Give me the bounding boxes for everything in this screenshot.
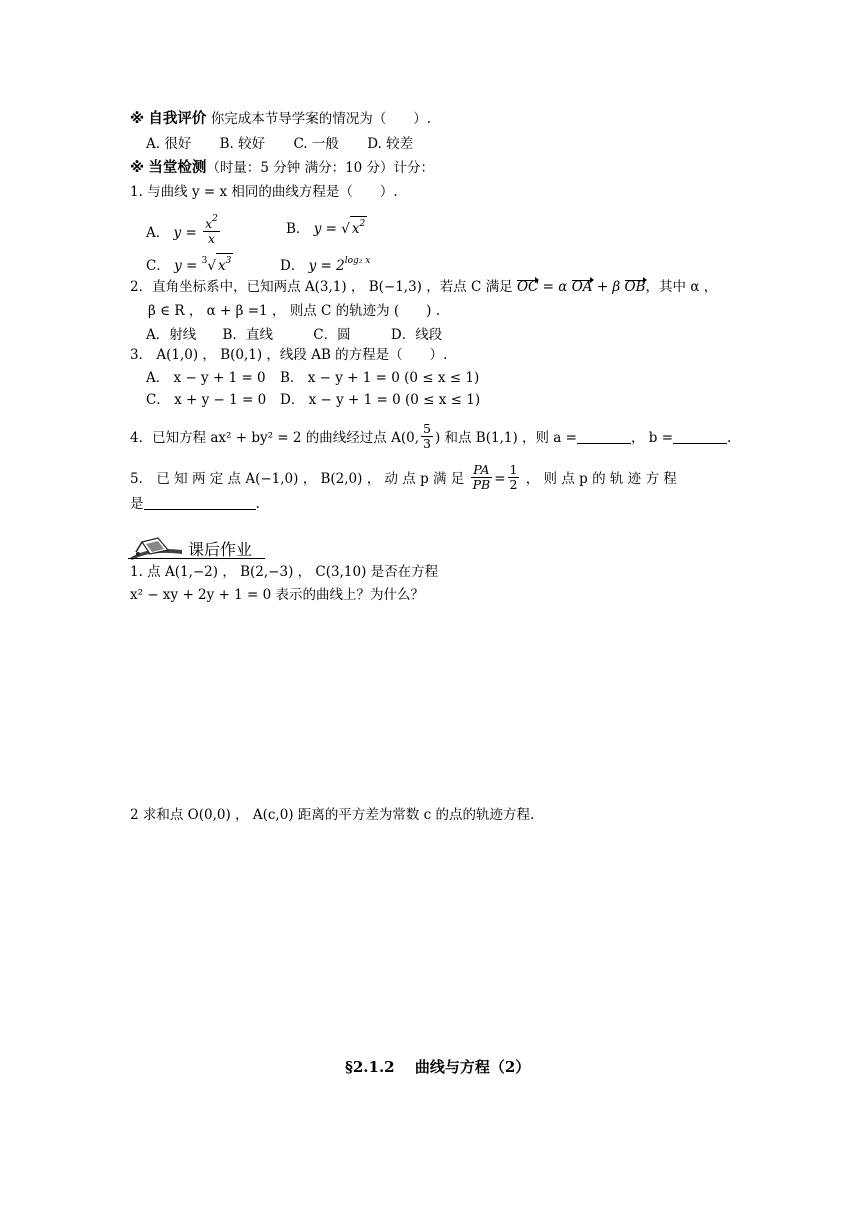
q5-frac1-den: PB: [472, 477, 491, 492]
check-heading-line: [130, 159, 434, 177]
q4-stem-d: .: [727, 430, 732, 446]
q1-d-expr: y = 2: [308, 258, 345, 274]
q1-a-label: A．: [146, 225, 170, 241]
q1-option-a: [146, 212, 222, 246]
homework-q1-line2: x² − xy + 2y + 1 = 0 表示的曲线上？为什么？: [130, 587, 425, 603]
q5-fraction-papb: [471, 463, 493, 492]
q1-a-fraction: $\frac{x^2}{x}$: [205, 214, 218, 246]
q1-stem: 1. 与曲线 y = x 相同的曲线方程是（ ）.: [130, 184, 398, 200]
q2-stem-b: ，其中 α ，: [645, 279, 718, 295]
q2-options: [146, 326, 442, 344]
q1-c-label: C．: [146, 258, 170, 274]
q1-d-label: D．: [280, 258, 305, 274]
q5-stem-c: 是: [130, 496, 144, 512]
q5-frac1-num: PA: [471, 463, 493, 478]
q3-option-a: A． x − y + 1 = 0: [146, 370, 266, 386]
section-title: §2.1.2 曲线与方程（2）: [345, 1058, 531, 1076]
q5-frac2-num: 1: [509, 462, 518, 477]
check-info: （时量：5 分钟 满分：10 分）计分：: [206, 160, 435, 176]
q3-option-c: C． x + y − 1 = 0: [146, 392, 267, 408]
q4-frac-num: 5: [423, 421, 431, 436]
self-eval-option-c: C. 一般: [293, 136, 339, 152]
q1-option-b: [286, 216, 367, 238]
q2-eq: = α: [542, 279, 568, 295]
q5-stem-b: ， 则 点 p 的 轨 迹 方 程: [525, 471, 677, 487]
check-heading: 当堂检测: [148, 160, 207, 176]
q1-option-c: [146, 252, 233, 275]
q2-plus: + β: [596, 279, 621, 295]
self-eval-question: 你完成本节导学案的情况为（ ）.: [210, 111, 431, 127]
homework-title: 课后作业: [188, 540, 253, 559]
q1-c-expr: y =: [174, 258, 198, 274]
q1-d-exponent: log₂ x: [344, 256, 371, 266]
q1-b-label: B．: [286, 221, 310, 237]
homework-q1-line1: 1. 点 A(1,−2) ， B(2,−3) ， C(3,10) 是否在方程: [130, 564, 439, 580]
homework-q2: 2 求和点 O(0,0) ， A(c,0) 距离的平方差为常数 c 的点的轨迹方程.: [130, 807, 535, 823]
q3-option-b: B． x − y + 1 = 0 (0 ≤ x ≤ 1): [280, 370, 480, 386]
q1-option-d: [280, 252, 370, 275]
q1-b-expr: y =: [313, 221, 337, 237]
q5-eq: =: [494, 471, 506, 487]
q5-line1: [130, 463, 677, 492]
q4-frac-den: 3: [423, 436, 431, 451]
q2-vector-oa: OA: [571, 279, 593, 295]
q4-fraction: [421, 422, 433, 451]
self-eval-heading: 自我评价: [148, 111, 207, 127]
self-eval-option-b: B. 较好: [219, 136, 266, 152]
q2-stem-line1: [130, 278, 717, 296]
q2-option-b: B．直线: [222, 327, 273, 343]
q5-stem-d: .: [255, 496, 260, 512]
q2-vector-ob: OB: [624, 279, 646, 295]
self-eval-line: [130, 110, 431, 128]
q2-vector-oc: OC: [516, 279, 539, 295]
q1-c-cbrt: $^3$√ $x^3$: [202, 258, 234, 274]
q4-stem-b: ) 和点 B(1,1) ，则 a =: [434, 430, 577, 446]
q5-fraction-half: [508, 463, 520, 492]
q2-option-d: D．线段: [390, 327, 443, 343]
q5-frac2-den: 2: [509, 477, 518, 492]
q2-option-a: A．射线: [146, 327, 197, 343]
q4-blank-b[interactable]: [673, 431, 727, 444]
q4-line: [130, 422, 731, 451]
q2-stem-a: 2．直角坐标系中，已知两点 A(3,1) ， B(−1,3) ，若点 C 满足: [130, 279, 513, 295]
q3-option-d: D． x − y + 1 = 0 (0 ≤ x ≤ 1): [280, 392, 481, 408]
q3-stem: 3． A(1,0) ， B(0,1) ，线段 AB 的方程是（ ）.: [130, 347, 448, 363]
q5-stem-a: 5． 已 知 两 定 点 A(−1,0) ， B(2,0) ， 动 点 p 满 足: [130, 471, 465, 487]
q2-option-c: C．圆: [313, 327, 351, 343]
self-eval-options: [146, 135, 413, 153]
q5-line2: [130, 495, 260, 513]
self-eval-mark: ※: [130, 111, 145, 127]
q1-b-sqrt: √ $x^2$: [341, 221, 367, 237]
self-eval-option-a: A. 很好: [146, 136, 192, 152]
self-eval-option-d: D. 较差: [367, 136, 414, 152]
q5-blank[interactable]: [144, 497, 256, 510]
check-mark: ※: [130, 160, 145, 176]
homework-rule: [128, 558, 265, 559]
q4-stem-a: 4．已知方程 ax² + by² = 2 的曲线经过点 A(0,: [130, 430, 419, 446]
q2-stem-line2: β ∈ R ， α + β =1 ， 则点 C 的轨迹为 ( ) .: [148, 303, 441, 319]
q1-a-expr: y =: [173, 225, 197, 241]
q4-blank-a[interactable]: [577, 431, 631, 444]
q4-stem-c: ， b =: [630, 430, 674, 446]
